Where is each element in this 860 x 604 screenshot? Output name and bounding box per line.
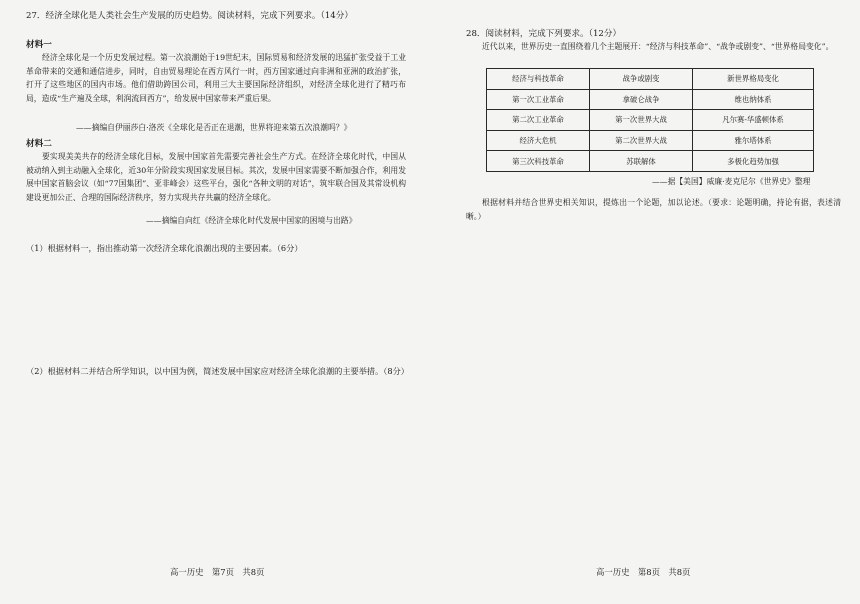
table-row	[487, 89, 814, 110]
question-27-part-1: （1）根据材料一，指出推动第一次经济全球化浪潮出现的主要因素。（6分）	[26, 243, 303, 253]
table-row	[487, 130, 814, 151]
table-row	[487, 110, 814, 131]
topics-table	[486, 68, 814, 172]
question-27-stem: 27．经济全球化是人类社会生产发展的历史趋势。阅读材料，完成下列要求。（14分）	[26, 11, 353, 21]
material-2-source: ——摘编自向红《经济全球化时代发展中国家的困境与出路》	[146, 216, 357, 225]
table-header-row	[487, 69, 814, 90]
page-footer-left: 高一历史 第7页 共8页	[170, 567, 265, 577]
table-cell: 第一次世界大战	[590, 110, 693, 131]
page-footer-right: 高一历史 第8页 共8页	[596, 567, 691, 577]
material-2-text: 要实现美美共存的经济全球化目标，发展中国家首先需要完善社会生产方式。在经济全球化时代，中国从被动纳入到主动融入全球化，近30年分阶段实现国家发展目标。其次，发展中国家需要不断加强合作，利用发展中国家首脑会议（如“77国集团”、亚非峰会）这些平台，强化“各种文明的对话”，筑牢联合国及其常设机构建设更加公正、合理的国际经济秩序，努力实现共存共赢的经济全球化。	[26, 152, 406, 202]
material-1-text: 经济全球化是一个历史发展过程。第一次浪潮始于19世纪末，国际贸易和经济发展的迅猛扩张受益于工业革命带来的交通和通信进步，同时，自由贸易理论在西方风行一时，西方国家通过向非洲和亚洲的政治扩张，打开了这些地区的国内市场。他们借助跨国公司，利用三大主要国际经济组织，对经济全球化进行了精巧布局，造成“生产遍及全球，利润流回西方”，给发展中国家带来严重后果。	[26, 53, 406, 103]
question-28-task: 根据材料并结合世界史相关知识，提炼出一个论题，加以论述。（要求：论题明确，持论有据，表述清晰。）	[466, 198, 841, 221]
table-cell: 雅尔塔体系	[693, 130, 814, 151]
material-1-source: ——摘编自伊丽莎白·洛茨《全球化是否正在退潮，世界将迎来第五次浪潮吗？》	[76, 123, 352, 132]
table-cell: 凡尔赛-华盛顿体系	[693, 110, 814, 131]
table-row	[487, 151, 814, 172]
table-cell: 维也纳体系	[693, 89, 814, 110]
table-source: ——据【美国】威廉·麦克尼尔《世界史》整理	[652, 177, 811, 186]
material-2-title: 材料二	[26, 139, 52, 149]
material-1-title: 材料一	[26, 40, 52, 50]
table-header-cell: 新世界格局变化	[693, 69, 814, 90]
question-28-stem: 28．阅读材料，完成下列要求。（12分）	[466, 29, 622, 39]
table-cell: 经济大危机	[487, 130, 590, 151]
page-8	[430, 0, 860, 604]
question-28-intro: 近代以来，世界历史一直围绕着几个主题展开：“经济与科技革命”、“战争或剧变”、“世界格局变化”。	[482, 42, 834, 51]
table-cell: 苏联解体	[590, 151, 693, 172]
table-cell: 拿破仑战争	[590, 89, 693, 110]
table-cell: 第三次科技革命	[487, 151, 590, 172]
table-cell: 第二次世界大战	[590, 130, 693, 151]
table-header-cell: 战争或剧变	[590, 69, 693, 90]
question-27-part-2: （2）根据材料二并结合所学知识，以中国为例，简述发展中国家应对经济全球化浪潮的主要举措。（8分）	[26, 366, 409, 376]
table-cell: 多极化趋势加强	[693, 151, 814, 172]
table-cell: 第二次工业革命	[487, 110, 590, 131]
table-cell: 第一次工业革命	[487, 89, 590, 110]
table-header-cell: 经济与科技革命	[487, 69, 590, 90]
